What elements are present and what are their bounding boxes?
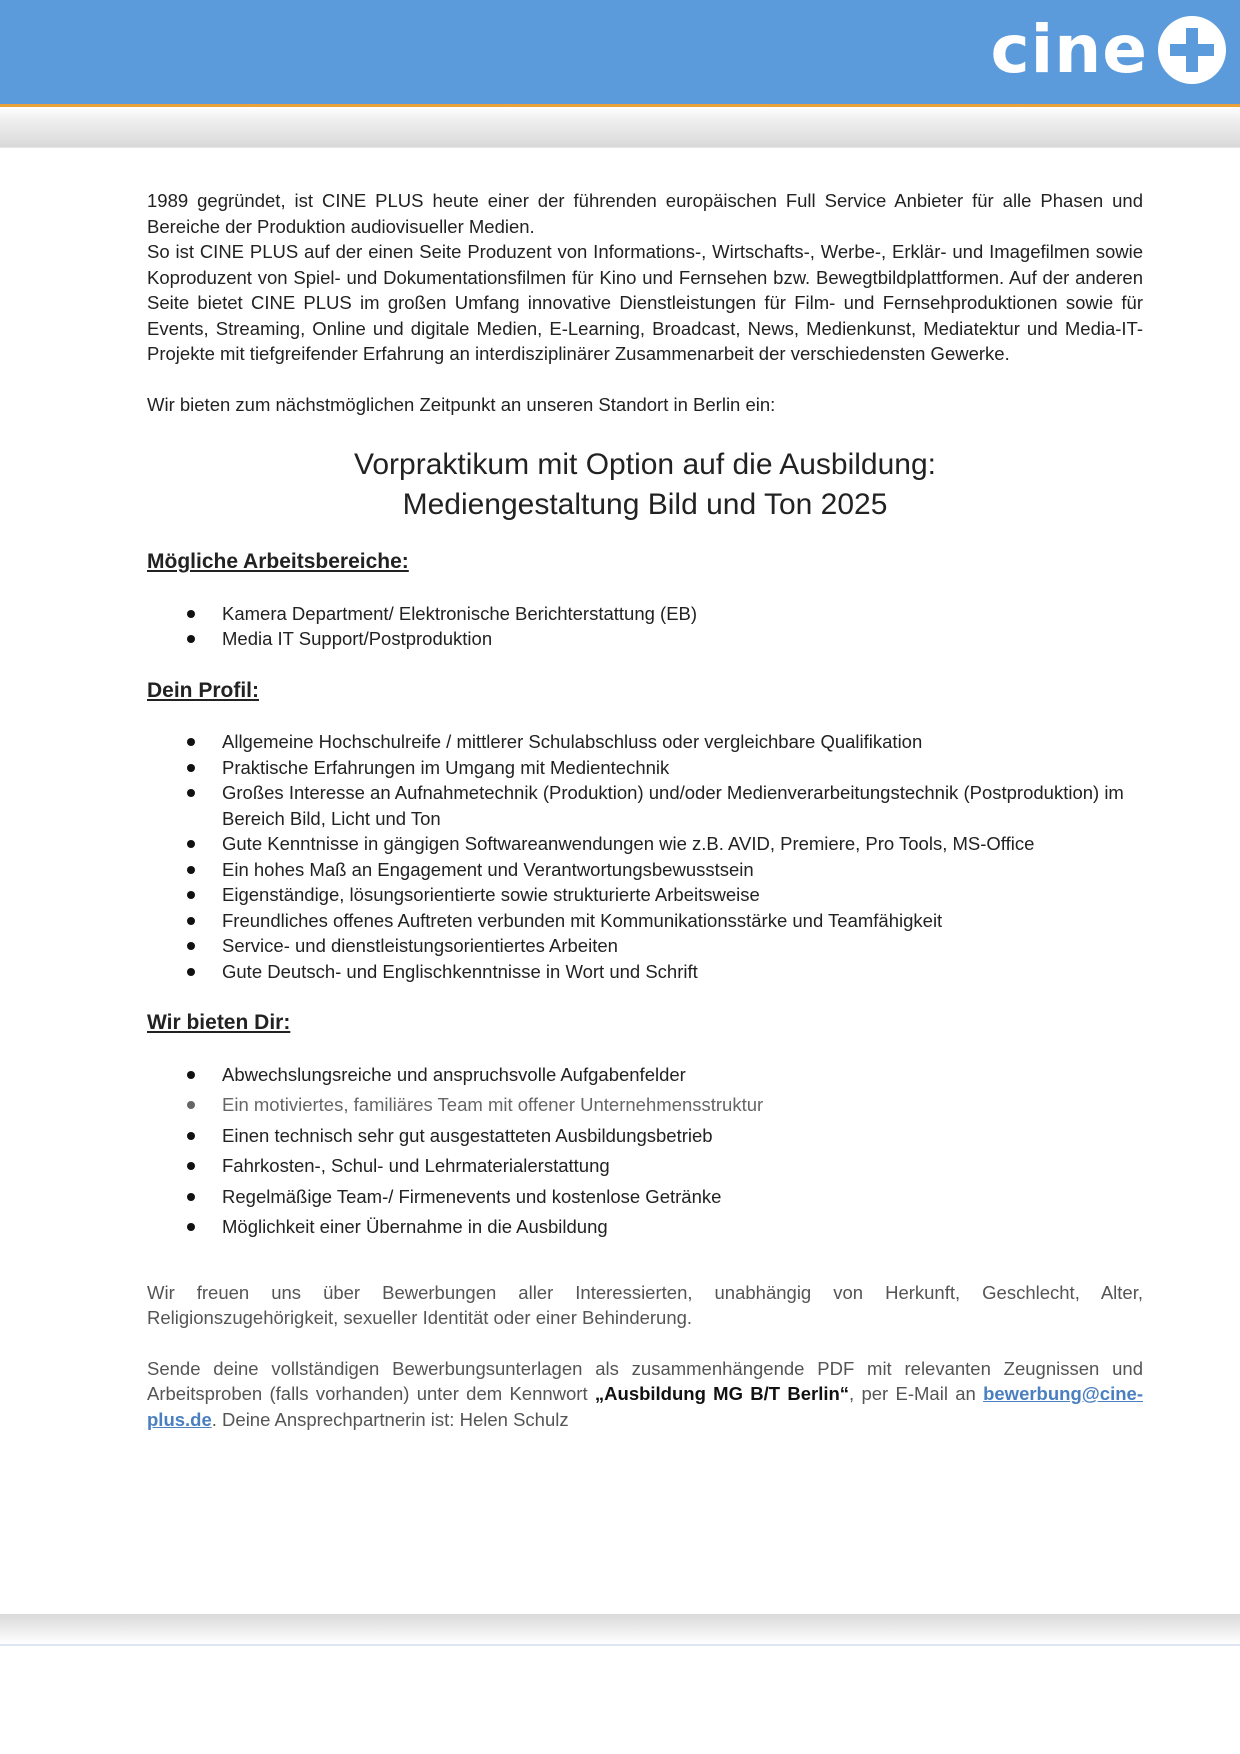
profile-list bbox=[147, 729, 1143, 984]
list-item: Einen technisch sehr gut ausgestatteten Ausbildungsbetrieb bbox=[147, 1123, 1143, 1149]
section-heading-areas: Mögliche Arbeitsbereiche: bbox=[147, 550, 409, 573]
list-item: Regelmäßige Team-/ Firmenevents und kostenlose Getränke bbox=[147, 1184, 1143, 1210]
list-item: Möglichkeit einer Übernahme in die Ausbildung bbox=[147, 1214, 1143, 1240]
list-item: Media IT Support/Postproduktion bbox=[147, 626, 1143, 652]
benefits-list bbox=[147, 1062, 1143, 1240]
list-item: Ein hohes Maß an Engagement und Verantwortungsbewusstsein bbox=[147, 857, 1143, 883]
footer-divider bbox=[0, 1644, 1240, 1646]
section-heading-profile: Dein Profil: bbox=[147, 678, 260, 702]
list-item: Großes Interesse an Aufnahmetechnik (Produktion) und/oder Medienverarbeitungstechnik (Postproduktion) im Bereich Bild, Licht und Ton bbox=[147, 780, 1143, 831]
application-text-mid: , per E-Mail an bbox=[849, 1383, 984, 1404]
section-heading-benefits: Wir bieten Dir: bbox=[147, 1011, 291, 1034]
list-item: Eigenständige, lösungsorientierte sowie strukturierte Arbeitsweise bbox=[147, 882, 1143, 908]
header-bar bbox=[0, 0, 1240, 104]
list-item: Kamera Department/ Elektronische Berichterstattung (EB) bbox=[147, 601, 1143, 627]
plus-circle-icon bbox=[1158, 16, 1226, 84]
list-item: Service- und dienstleistungsorientiertes Arbeiten bbox=[147, 933, 1143, 959]
list-item: Fahrkosten-, Schul- und Lehrmaterialerstattung bbox=[147, 1153, 1143, 1179]
list-item: Abwechslungsreiche und anspruchsvolle Aufgabenfelder bbox=[147, 1062, 1143, 1088]
document-body bbox=[147, 188, 1143, 1457]
intro-section bbox=[147, 188, 1143, 417]
footer-shadow-band bbox=[0, 1614, 1240, 1644]
logo-wordmark: cine bbox=[990, 11, 1148, 88]
diversity-statement: Wir freuen uns über Bewerbungen aller Interessierten, unabhängig von Herkunft, Geschlecht, Alter, Religionszugehörigkeit, sexueller Identität oder einer Behinderung. bbox=[147, 1281, 1143, 1328]
intro-paragraph-history: 1989 gegründet, ist CINE PLUS heute einer der führenden europäischen Full Service Anbieter für alle Phasen und Bereiche der Produktion audiovisueller Medien. bbox=[147, 190, 1143, 237]
areas-list bbox=[147, 601, 1143, 652]
closing-section bbox=[147, 1280, 1143, 1433]
job-title-line-2: Mediengestaltung Bild und Ton 2025 bbox=[402, 488, 888, 521]
contact-person: . Deine Ansprechpartnerin ist: Helen Schulz bbox=[211, 1408, 569, 1430]
email-link[interactable]: bewerbung@cine-plus.de bbox=[147, 1383, 1143, 1430]
list-item: Ein motiviertes, familiäres Team mit offener Unternehmensstruktur bbox=[147, 1092, 1143, 1118]
job-title bbox=[147, 445, 1143, 525]
offer-statement: Wir bieten zum nächstmöglichen Zeitpunkt an unseren Standort in Berlin ein: bbox=[147, 393, 776, 415]
list-item: Gute Kenntnisse in gängigen Softwareanwendungen wie z.B. AVID, Premiere, Pro Tools, MS-Office bbox=[147, 831, 1143, 857]
application-text-start: Sende deine vollständigen Bewerbungsunterlagen als zusammenhängende PDF mit relevanten Zeugnissen und Arbeitsproben (falls vorhanden) unter dem Kennwort bbox=[147, 1357, 1143, 1404]
cine-plus-logo[interactable] bbox=[990, 11, 1227, 88]
job-title-line-1: Vorpraktikum mit Option auf die Ausbildung: bbox=[354, 448, 936, 481]
list-item: Praktische Erfahrungen im Umgang mit Medientechnik bbox=[147, 755, 1143, 781]
list-item: Gute Deutsch- und Englischkenntnisse in Wort und Schrift bbox=[147, 959, 1143, 985]
application-keyword: „Ausbildung MG B/T Berlin“ bbox=[594, 1383, 850, 1404]
list-item: Allgemeine Hochschulreife / mittlerer Schulabschluss oder vergleichbare Qualifikation bbox=[147, 729, 1143, 755]
application-instructions bbox=[147, 1356, 1143, 1433]
intro-paragraph-services: So ist CINE PLUS auf der einen Seite Produzent von Informations-, Wirtschafts-, Werbe-, Erklär- und Imagefilmen sowie Koproduzent von Spiel- und Dokumentationsfilmen für Kino und Fernsehen bzw. Bewegtbildplattformen. Auf der anderen Seite bietet CINE PLUS im großen Umfang innovative Dienstleistungen für Film- und Fernsehproduktionen sowie für Events, Streaming, Online und digitale Medien, E-Learning, Broadcast, News, Medienkunst, Mediatektur und Media-IT-Projekte mit tiefgreifender Erfahrung an interdisziplinärer Zusammenarbeit der verschiedensten Gewerke. bbox=[147, 241, 1143, 364]
header-shadow-band bbox=[0, 107, 1240, 148]
list-item: Freundliches offenes Auftreten verbunden mit Kommunikationsstärke und Teamfähigkeit bbox=[147, 908, 1143, 934]
